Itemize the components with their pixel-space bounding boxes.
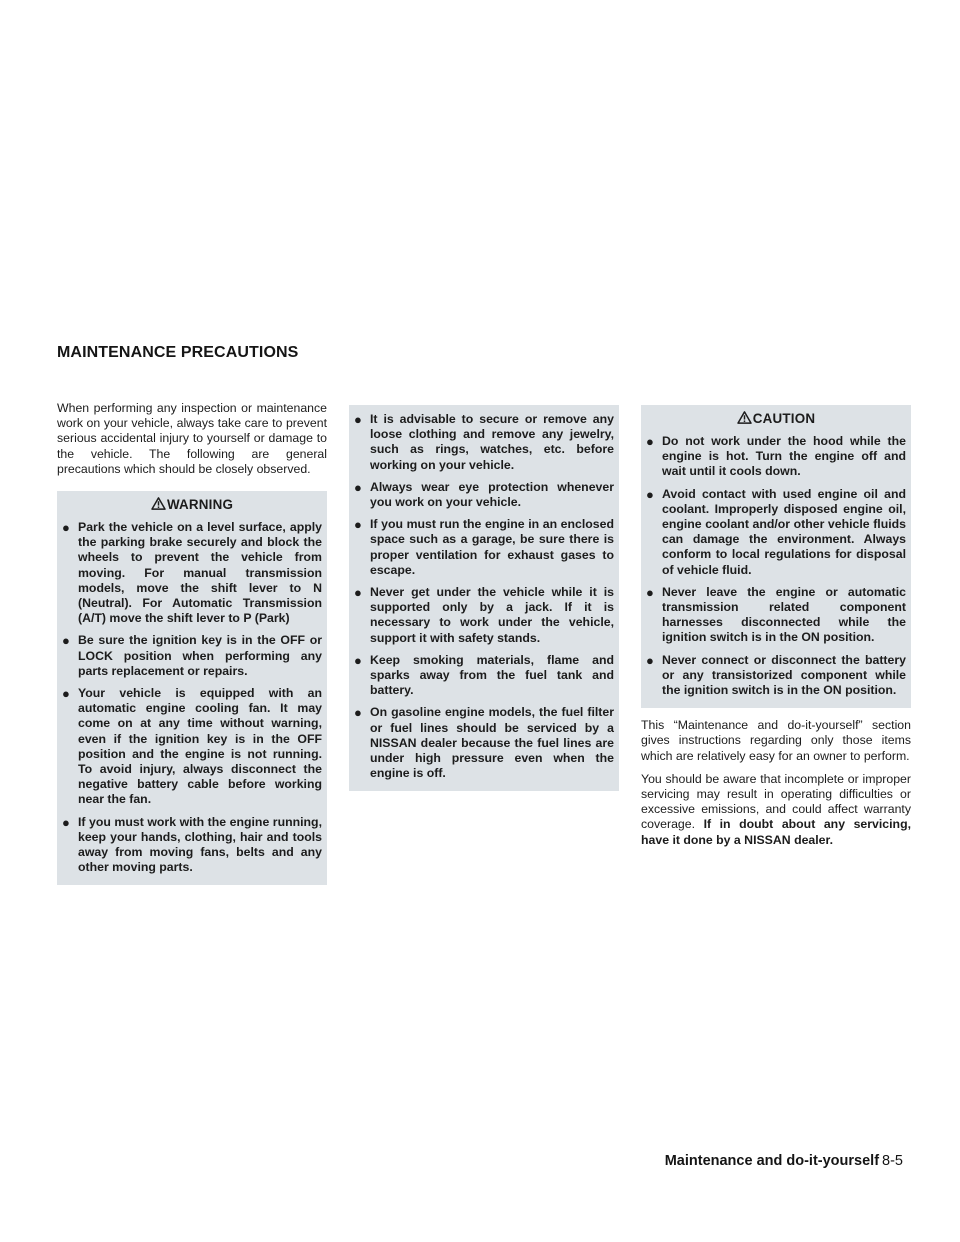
- list-item: ● Do not work under the hood while the engine is hot. Turn the engine off and wait until it cools down.: [646, 434, 906, 479]
- list-item: ● Your vehicle is equipped with an automatic engine cooling fan. It may come on at any time without warning, even if the ignition key is in the OFF position and the engine is not running. To avoid injury, always disconnect the negative battery cable before working near the fan.: [62, 686, 322, 807]
- bullet-icon: ●: [646, 652, 654, 668]
- diy-paragraph: This “Maintenance and do-it-yourself” section gives instructions regarding only those items which are relatively easy for an owner to perform.: [641, 718, 911, 763]
- aware-text: You should be aware that incomplete or improper servicing may result in operating difficulties or excessive emissions, and could affect warranty coverage.: [641, 771, 911, 832]
- caution-list: [646, 434, 906, 698]
- caution-title: CAUTION: [752, 411, 816, 426]
- bullet-icon: ●: [646, 434, 654, 449]
- warning-triangle-icon: [737, 411, 752, 424]
- page-footer: [665, 1153, 903, 1169]
- bullet-icon: ●: [62, 814, 70, 830]
- list-item: ● Be sure the ignition key is in the OFF or LOCK position when performing any parts replacement or repairs.: [62, 633, 322, 678]
- column-2: [349, 405, 619, 791]
- bullet-icon: ●: [62, 633, 70, 649]
- page-number: 8-5: [882, 1153, 903, 1169]
- bullet-icon: ●: [646, 584, 654, 600]
- list-item: ● Keep smoking materials, flame and sparks away from the fuel tank and battery.: [354, 652, 614, 698]
- list-item: ● If you must work with the engine running, keep your hands, clothing, hair and tools away from moving fans, belts and any other moving parts.: [62, 814, 322, 875]
- bullet-icon: ●: [354, 412, 362, 427]
- column-1: [57, 401, 327, 885]
- bullet-icon: ●: [62, 520, 70, 536]
- bullet-icon: ●: [354, 652, 362, 668]
- warning-list: [62, 520, 322, 875]
- warning-panel: [57, 491, 327, 885]
- aware-paragraph: [641, 772, 911, 848]
- list-item: ● Never leave the engine or automatic transmission related component harnesses disconnected while the ignition switch is in the ON position.: [646, 584, 906, 645]
- list-item: ● Never get under the vehicle while it is supported only by a jack. If it is necessary to work under the vehicle, support it with safety stands.: [354, 585, 614, 645]
- footer-section-title: Maintenance and do-it-yourself: [664, 1153, 880, 1169]
- bullet-icon: ●: [646, 486, 654, 502]
- warning-title: WARNING: [166, 497, 234, 513]
- warning-list-continued: [354, 412, 614, 781]
- warning-triangle-icon: [151, 497, 166, 510]
- list-item: ● It is advisable to secure or remove any loose clothing and remove any jewelry, such as rings, watches, etc. before working on your vehicle.: [354, 412, 614, 472]
- bullet-icon: ●: [354, 705, 362, 721]
- list-item: ● Park the vehicle on a level surface, apply the parking brake securely and block the wheels to prevent the vehicle from moving. For manual transmission models, move the shift lever to N (Neutral). For Automatic Transmission (A/T) move the shift lever to P (Park): [62, 520, 322, 626]
- intro-paragraph: When performing any inspection or maintenance work on your vehicle, always take care to prevent serious accidental injury to yourself or damage to the vehicle. The following are general precautions which should be closely observed.: [57, 401, 327, 476]
- list-item: ● Always wear eye protection whenever you work on your vehicle.: [354, 479, 614, 510]
- bullet-icon: ●: [354, 585, 362, 601]
- warning-panel-continued: [349, 405, 619, 791]
- bullet-icon: ●: [354, 479, 362, 495]
- caution-header: [646, 405, 906, 434]
- list-item: ● Avoid contact with used engine oil and coolant. Improperly disposed engine oil, engine coolant and/or other vehicle fluids can damage the environment. Always conform to local regulations for disposal of vehicle fluid.: [646, 486, 906, 577]
- list-item: ● Never connect or disconnect the battery or any transistorized component while the ignition switch is in the ON position.: [646, 652, 906, 698]
- bullet-icon: ●: [62, 686, 70, 702]
- warning-header: [62, 491, 322, 520]
- aware-bold-text: If in doubt about any servicing, have it done by a NISSAN dealer.: [641, 817, 912, 847]
- list-item: ● If you must run the engine in an enclosed space such as a garage, be sure there is proper ventilation for exhaust gases to escape.: [354, 517, 614, 577]
- column-3: [641, 405, 911, 856]
- caution-panel: [641, 405, 911, 708]
- list-item: ● On gasoline engine models, the fuel filter or fuel lines should be serviced by a NISSAN dealer because the fuel lines are under high pressure even when the engine is off.: [354, 705, 614, 781]
- bullet-icon: ●: [354, 517, 362, 533]
- section-title: MAINTENANCE PRECAUTIONS: [57, 344, 299, 361]
